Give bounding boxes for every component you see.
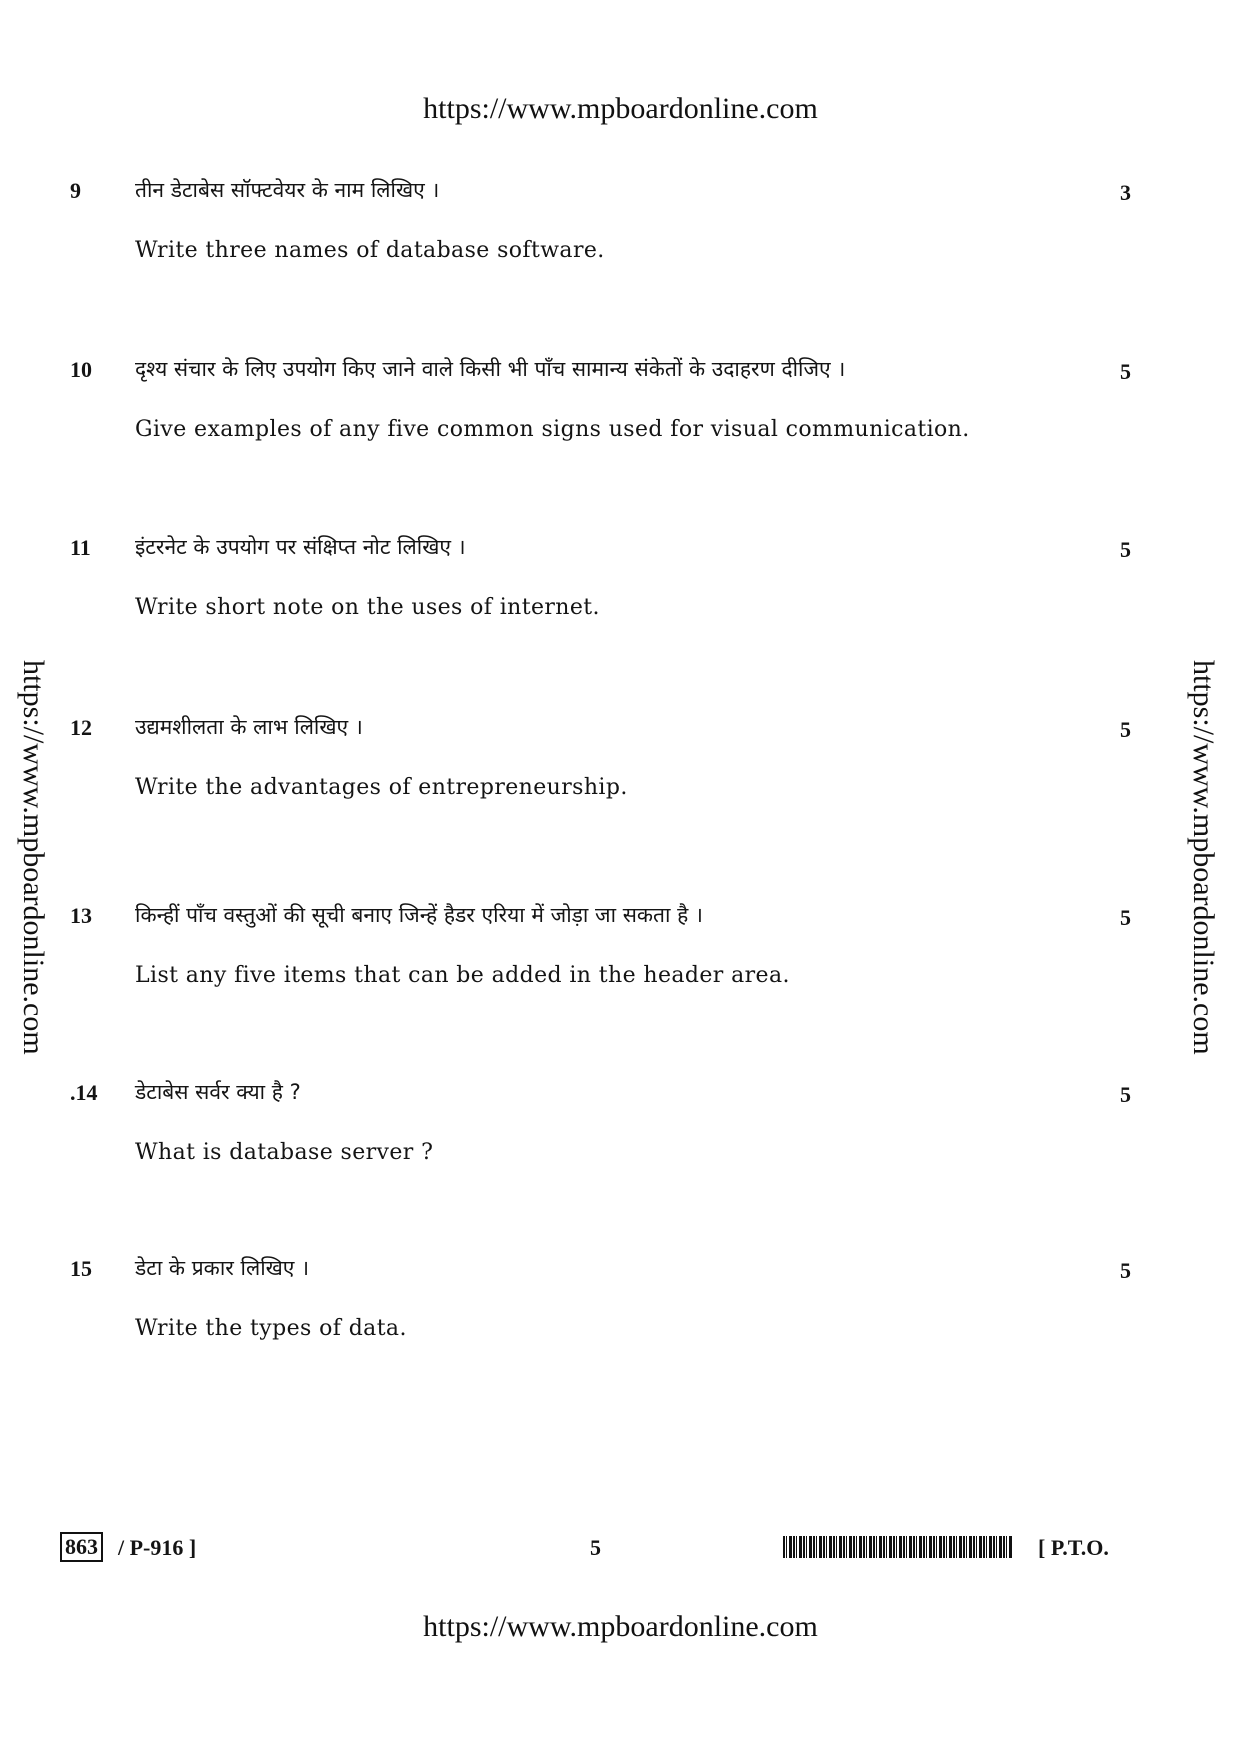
- pto-label: [ P.T.O.: [1038, 1535, 1109, 1560]
- page-number: 5: [590, 1535, 601, 1560]
- question-number: 9: [70, 178, 81, 203]
- question-hindi: डेटा के प्रकार लिखिए ।: [135, 1256, 310, 1280]
- question-english: Write the types of data.: [135, 1316, 407, 1341]
- question-marks: 5: [1120, 537, 1131, 562]
- question-number: 11: [70, 535, 91, 560]
- question-hindi: किन्हीं पाँच वस्तुओं की सूची बनाए जिन्हें हैडर एरिया में जोड़ा जा सकता है ।: [135, 903, 703, 927]
- question-10: [0, 357, 1241, 487]
- question-english: What is database server ?: [135, 1140, 434, 1165]
- question-11: [0, 535, 1241, 665]
- question-9: [0, 178, 1241, 308]
- question-marks: 3: [1120, 180, 1131, 205]
- paper-code-box: 863: [60, 1532, 103, 1562]
- page-footer: [0, 1532, 1241, 1572]
- question-marks: 5: [1120, 1258, 1131, 1283]
- question-number: 13: [70, 903, 92, 928]
- paper-code: / P-916 ]: [118, 1535, 197, 1560]
- question-15: [0, 1256, 1241, 1386]
- question-13: [0, 903, 1241, 1033]
- question-number: .14: [70, 1080, 98, 1105]
- question-marks: 5: [1120, 717, 1131, 742]
- watermark-url-top: https://www.mpboardonline.com: [423, 92, 818, 125]
- question-14: [0, 1080, 1241, 1210]
- question-english: Give examples of any five common signs used for visual communication.: [135, 417, 970, 442]
- question-english: Write short note on the uses of internet.: [135, 595, 600, 620]
- question-number: 15: [70, 1256, 92, 1281]
- watermark-url-bottom: https://www.mpboardonline.com: [423, 1610, 818, 1643]
- question-marks: 5: [1120, 1082, 1131, 1107]
- question-english: List any five items that can be added in the header area.: [135, 963, 790, 988]
- question-12: [0, 715, 1241, 845]
- question-hindi: तीन डेटाबेस सॉफ्टवेयर के नाम लिखिए ।: [135, 178, 440, 202]
- question-hindi: दृश्य संचार के लिए उपयोग किए जाने वाले किसी भी पाँच सामान्य संकेतों के उदाहरण दीजिए ।: [135, 357, 846, 381]
- watermark-url-right: https://www.mpboardonline.com: [1187, 660, 1220, 1055]
- question-hindi: इंटरनेट के उपयोग पर संक्षिप्त नोट लिखिए ।: [135, 535, 466, 559]
- question-marks: 5: [1120, 905, 1131, 930]
- question-marks: 5: [1120, 359, 1131, 384]
- question-english: Write three names of database software.: [135, 238, 605, 263]
- question-number: 12: [70, 715, 92, 740]
- watermark-url-left: https://www.mpboardonline.com: [17, 660, 50, 1055]
- question-english: Write the advantages of entrepreneurship.: [135, 775, 628, 800]
- question-hindi: डेटाबेस सर्वर क्या है ?: [135, 1080, 301, 1104]
- question-hindi: उद्यमशीलता के लाभ लिखिए ।: [135, 715, 363, 739]
- question-number: 10: [70, 357, 92, 382]
- barcode-image: [783, 1536, 1013, 1558]
